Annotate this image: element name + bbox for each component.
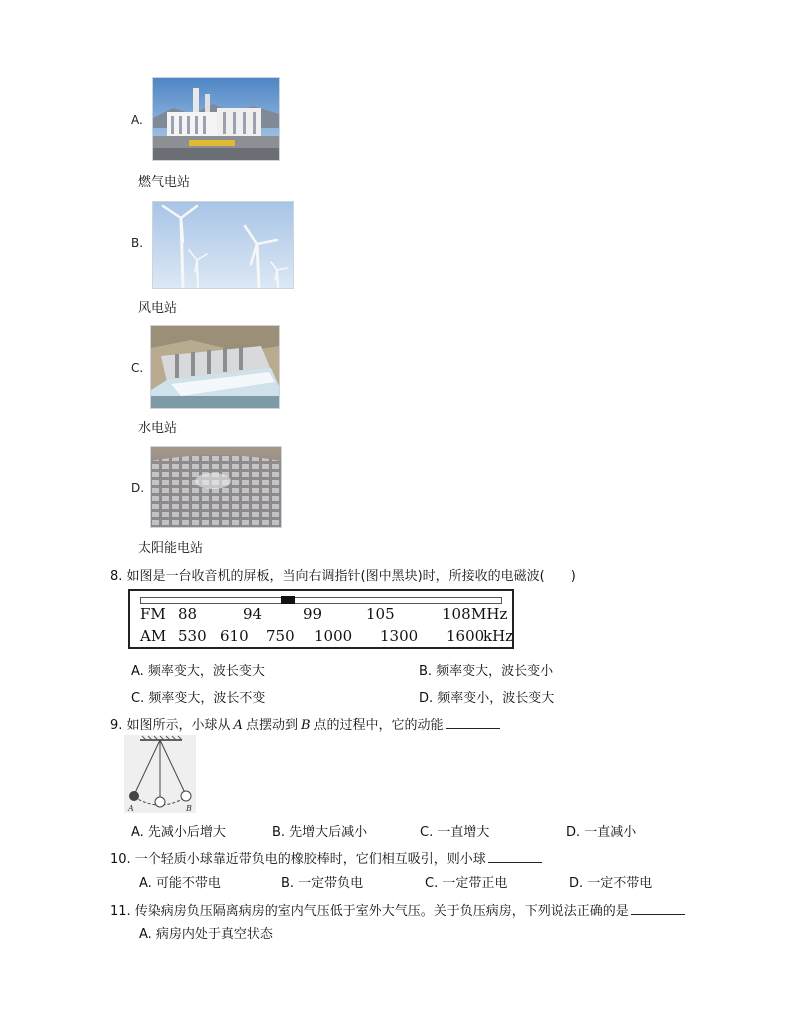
q10-stem-text: 10. 一个轻质小球靠近带负电的橡胶棒时，它们相互吸引，则小球 [110,852,486,867]
question-11-stem [110,900,685,919]
option-caption-b: 风电站 [138,301,178,316]
question-9-stem [110,714,500,733]
q9-option-c[interactable]: C. 一直增大 [420,825,490,840]
hydro-power-station-photo [150,325,280,409]
fm-tick: 94 [243,605,263,623]
am-tick: 1600 [446,627,485,645]
radio-dial-figure [128,589,514,649]
gas-power-station-photo [152,77,280,161]
fm-row [140,605,508,623]
option-letter-a: A. [131,113,143,127]
wind-power-station-photo [152,201,294,289]
am-label: AM [140,627,167,645]
fm-unit: MHz [471,605,508,623]
question-8-stem: 8. 如图是一台收音机的屏板，当向右调指针(图中黑块)时，所接收的电磁波( ) [110,569,576,584]
dial-pointer [281,596,295,604]
option-letter-b: B. [131,236,144,250]
fm-tick: 105 [366,605,395,623]
am-tick: 610 [220,627,249,645]
fm-tick: 108 [442,605,471,623]
answer-blank[interactable] [488,850,542,863]
q9-option-b[interactable]: B. 先增大后减小 [272,825,368,840]
option-caption-c: 水电站 [138,421,178,436]
q11-option-a[interactable]: A. 病房内处于真空状态 [139,927,273,942]
q9-option-a[interactable]: A. 先减小后增大 [131,825,226,840]
answer-blank[interactable] [631,902,685,915]
q9-stem-mid: 点摆动到 [245,718,298,733]
pendulum-figure [124,735,196,813]
solar-power-station-photo [150,446,282,528]
q10-option-d[interactable]: D. 一定不带电 [569,876,653,891]
q10-option-c[interactable]: C. 一定带正电 [425,876,508,891]
dial-scale [140,597,502,604]
q9-point-a: A [233,718,243,733]
am-tick: 530 [178,627,207,645]
q8-option-c[interactable]: C. 频率变大，波长不变 [131,691,266,706]
am-row [140,627,514,645]
q9-stem-pre: 9. 如图所示，小球从 [110,718,231,733]
fig-label-b: B [186,804,192,813]
q8-option-b[interactable]: B. 频率变大，波长变小 [419,664,554,679]
q8-option-d[interactable]: D. 频率变小，波长变大 [419,691,555,706]
q9-point-b: B [300,718,311,733]
q10-option-b[interactable]: B. 一定带负电 [281,876,364,891]
am-tick: 1000 [314,627,353,645]
question-10-stem [110,848,542,867]
fm-label: FM [140,605,166,623]
am-tick: 1300 [380,627,419,645]
q8-option-a[interactable]: A. 频率变大，波长变大 [131,664,265,679]
q10-option-a[interactable]: A. 可能不带电 [139,876,221,891]
fm-tick: 99 [303,605,323,623]
am-unit: kHz [483,627,514,645]
am-tick: 750 [266,627,295,645]
fig-label-a: A [128,804,134,813]
q9-option-d[interactable]: D. 一直减小 [566,825,637,840]
option-letter-d: D. [131,481,145,495]
fm-tick: 88 [178,605,198,623]
option-caption-a: 燃气电站 [138,175,191,190]
q11-stem-text: 11. 传染病房负压隔离病房的室内气压低于室外大气压。关于负压病房，下列说法正确的是 [110,904,629,919]
answer-blank[interactable] [446,716,500,729]
q9-stem-post: 点的过程中，它的动能 [313,718,444,733]
option-caption-d: 太阳能电站 [138,541,204,556]
option-letter-c: C. [131,361,144,375]
